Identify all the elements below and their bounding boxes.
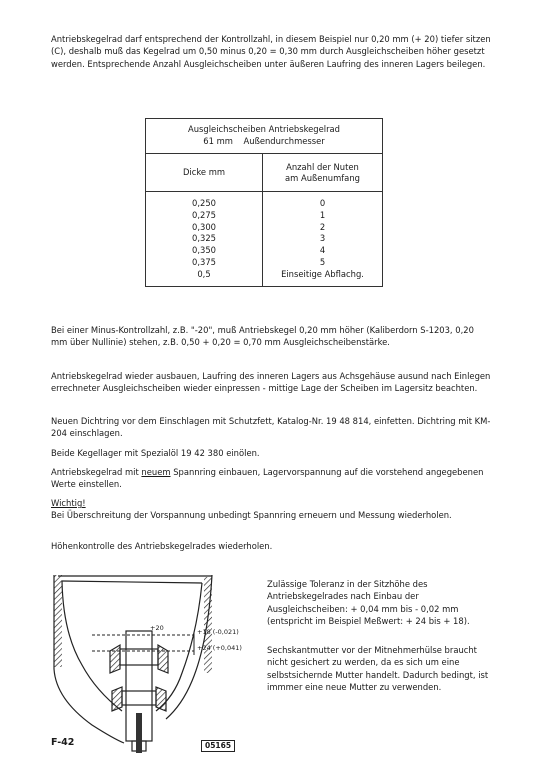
wichtig-block xyxy=(51,497,491,522)
spannring-neuem: neuem xyxy=(141,467,171,477)
table-cell: 0,5 xyxy=(197,268,211,279)
table-cell: 0,275 xyxy=(192,209,216,220)
figure-label-plus20: +20 xyxy=(150,624,164,632)
table-cell: 3 xyxy=(319,233,326,244)
figure-label-plus18: +18 (-0,021) xyxy=(197,628,239,636)
wichtig-label: Wichtig! xyxy=(51,498,86,508)
table-cell: 2 xyxy=(319,221,326,232)
nuten-column xyxy=(263,192,383,287)
spannring-paragraph xyxy=(51,466,491,491)
pinion-housing-drawing xyxy=(52,573,248,760)
col-header-nuten-line1: Anzahl der Nuten xyxy=(286,161,359,172)
dicke-column xyxy=(146,192,263,287)
col-header-dicke: Dicke mm xyxy=(146,154,263,192)
hoehenkontrolle-paragraph: Höhenkontrolle des Antriebskegelrades wiederholen. xyxy=(51,541,273,551)
col-header-nuten-line2: am Außenumfang xyxy=(285,172,360,183)
spannring-post: Spannring einbauen, Lagervorspannung auf die vorstehend angegebenen Werte einstellen. xyxy=(51,467,484,490)
wichtig-text: Bei Überschreitung der Vorspannung unbedingt Spannring erneuern und Messung wiederholen. xyxy=(51,510,452,521)
dichtring-paragraph: Neuen Dichtring vor dem Einschlagen mit Schutzfett, Katalog-Nr. 19 48 814, einfetten. Dichtring mit KM-204 einschlagen. xyxy=(51,416,491,439)
intro-paragraph: Antriebskegelrad darf entsprechend der Kontrollzahl, in diesem Beispiel nur 0,20 mm (+ 20) tiefer sitzen (C), deshalb muß das Kegelrad um 0,50 minus 0,20 = 0,30 mm durch Ausgleichscheiben höher gesetzt werden. Entsprechende Anzahl Ausgleichscheiben unter äußeren Laufring des inneren Lagers beilegen. xyxy=(51,34,491,69)
kegellager-paragraph: Beide Kegellager mit Spezialöl 19 42 380 einölen. xyxy=(51,448,260,458)
table-cell: 0,325 xyxy=(192,233,216,244)
table-cell: 0,375 xyxy=(192,256,216,267)
table-cell: 5 xyxy=(319,256,326,267)
table-title xyxy=(146,119,383,154)
table-cell: 1 xyxy=(319,209,326,220)
table-cell: Einseitige Abflachg. xyxy=(281,268,364,279)
figure-reference-number: 05165 xyxy=(201,740,235,752)
pinion-height-figure xyxy=(52,573,248,760)
col-header-nuten xyxy=(263,154,383,192)
ausbauen-paragraph: Antriebskegelrad wieder ausbauen, Laufring des inneren Lagers aus Achsgehäuse ausund nach Einlegen errechneter Ausgleichscheiben wieder einpressen - mittige Lage der Scheiben im Lagersitz beachten. xyxy=(51,371,491,394)
shim-table xyxy=(145,118,383,287)
table-title-line1: Ausgleichscheiben Antriebskegelrad xyxy=(188,124,340,134)
table-cell: 0,300 xyxy=(192,221,216,232)
table-cell: 4 xyxy=(319,245,326,256)
table-cell: 0 xyxy=(319,198,326,208)
minus-kontrollzahl-paragraph: Bei einer Minus-Kontrollzahl, z.B. "-20", muß Antriebskegel 0,20 mm höher (Kaliberdorn S-1203, 0,20 mm über Nullinie) stehen, z.B. 0,50 + 0,20 = 0,70 mm Ausgleichscheibenstärke. xyxy=(51,325,474,348)
table-cell: 0,350 xyxy=(192,245,216,256)
table-title-line2: 61 mm Außendurchmesser xyxy=(203,136,325,146)
sechskantmutter-paragraph: Sechskantmutter vor der Mitnehmerhülse braucht nicht gesichert zu werden, da es sich um eine selbstsichernde Mutter handelt. Dadurch bedingt, ist immmer eine neue Mutter zu verwenden. xyxy=(267,645,489,693)
figure-label-plus24: +24 (+0,041) xyxy=(197,644,242,652)
page-number: F-42 xyxy=(51,737,75,748)
toleranz-paragraph: Zulässige Toleranz in der Sitzhöhe des Antriebskegelrades nach Einbau der Ausgleichscheiben: + 0,04 mm bis - 0,02 mm (entspricht im Beispiel Meßwert: + 24 bis + 18). xyxy=(267,579,470,627)
spannring-pre: Antriebskegelrad mit xyxy=(51,467,139,477)
table-cell: 0,250 xyxy=(192,198,216,208)
